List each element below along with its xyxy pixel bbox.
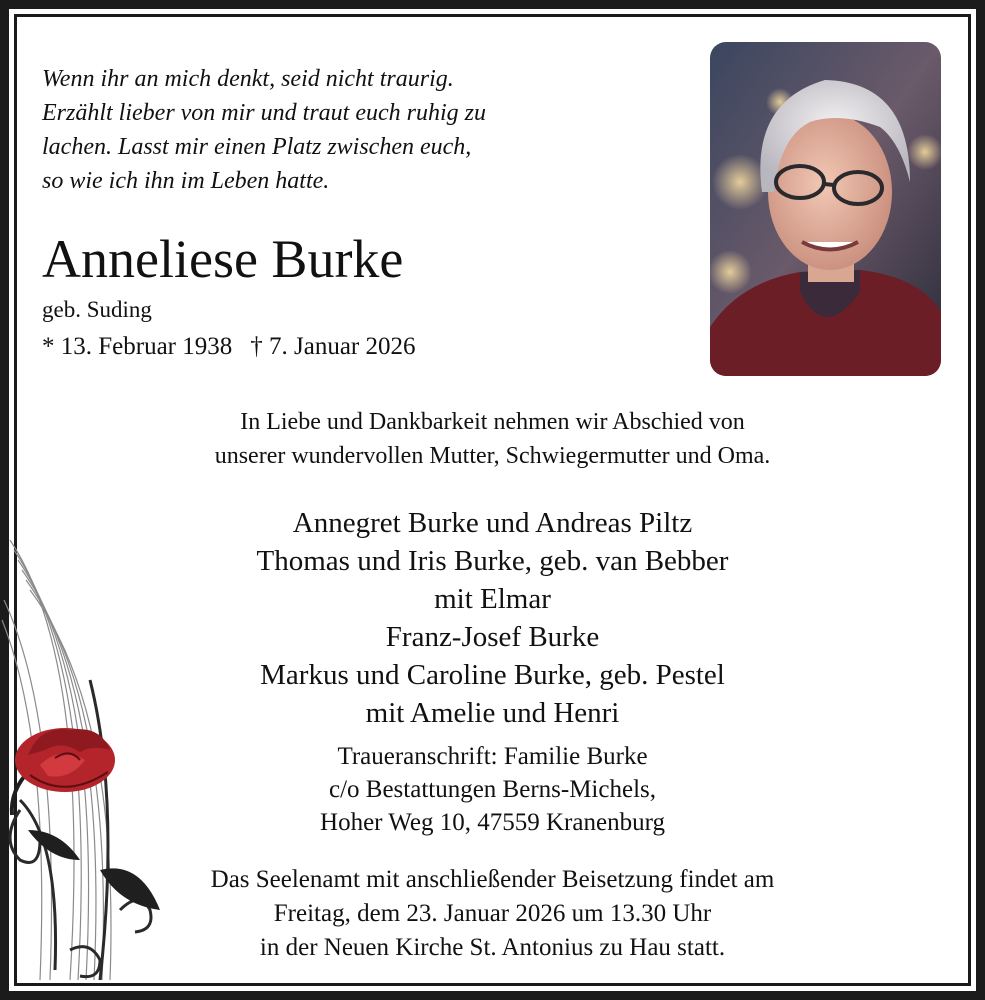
address-line: c/o Bestattungen Berns-Michels, bbox=[328, 776, 656, 803]
intro-line: In Liebe und Dankbarkeit nehmen wir Abschied von bbox=[240, 409, 745, 435]
family-line: mit Amelie und Henri bbox=[365, 697, 620, 729]
deceased-name: Anneliese Burke bbox=[42, 229, 404, 289]
service-line: Freitag, dem 23. Januar 2026 um 13.30 Uhr bbox=[273, 900, 712, 927]
address-line: Hoher Weg 10, 47559 Kranenburg bbox=[320, 809, 665, 836]
birth-date: * 13. Februar 1938 bbox=[42, 333, 233, 360]
life-dates bbox=[42, 332, 416, 362]
death-date: † 7. Januar 2026 bbox=[250, 333, 416, 360]
poem-line: lachen. Lasst mir einen Platz zwischen euch, bbox=[42, 134, 472, 160]
birth-name: geb. Suding bbox=[42, 297, 152, 322]
poem bbox=[42, 62, 602, 198]
poem-line: Erzählt lieber von mir und traut euch ruhig zu bbox=[42, 100, 486, 126]
rose-icon bbox=[15, 728, 115, 792]
poem-line: so wie ich ihn im Leben hatte. bbox=[42, 168, 330, 194]
farewell-message bbox=[0, 405, 985, 473]
family-line: Thomas und Iris Burke, geb. van Bebber bbox=[256, 545, 729, 577]
family-line: mit Elmar bbox=[434, 583, 551, 615]
rose-ornament-icon bbox=[0, 540, 200, 990]
family-line: Markus und Caroline Burke, geb. Pestel bbox=[260, 659, 725, 691]
service-line: Das Seelenamt mit anschließender Beisetzung findet am bbox=[210, 866, 775, 893]
intro-line: unserer wundervollen Mutter, Schwiegermutter und Oma. bbox=[214, 443, 771, 469]
address-line: Traueranschrift: Familie Burke bbox=[337, 743, 648, 770]
poem-line: Wenn ihr an mich denkt, seid nicht traurig. bbox=[42, 66, 454, 92]
service-line: in der Neuen Kirche St. Antonius zu Hau statt. bbox=[259, 934, 726, 961]
family-line: Annegret Burke und Andreas Piltz bbox=[292, 507, 693, 539]
family-line: Franz-Josef Burke bbox=[385, 621, 600, 653]
portrait-photo bbox=[710, 42, 941, 376]
